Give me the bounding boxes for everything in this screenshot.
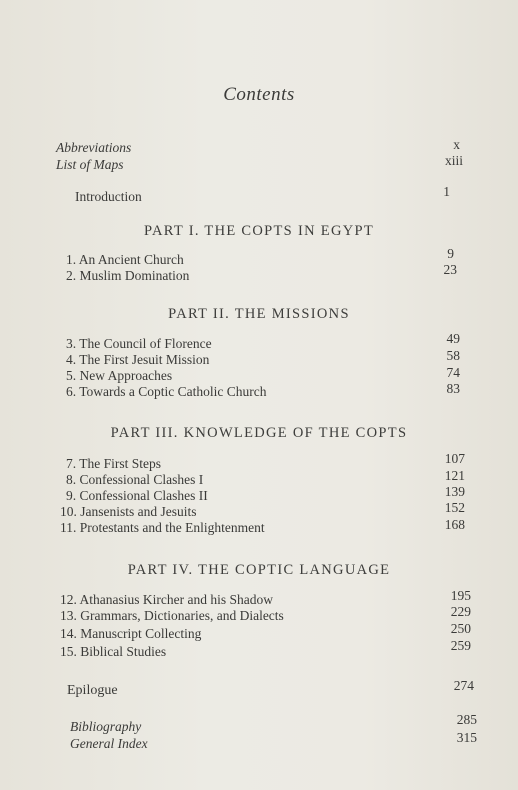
entry-title: 5. New Approaches (66, 368, 173, 383)
entry-page: 121 (444, 468, 465, 483)
entry-title: 15. Biblical Studies (60, 644, 167, 659)
entry-title: 1. An Ancient Church (66, 252, 184, 267)
entry-page: 229 (450, 604, 471, 619)
part-heading: PART IV. THE COPTIC LANGUAGE (127, 562, 391, 578)
part-heading: PART I. THE COPTS IN EGYPT (143, 223, 375, 239)
entry-page: 259 (450, 638, 471, 653)
entry-title: 13. Grammars, Dictionaries, and Dialects (60, 608, 284, 623)
entry-title: 9. Confessional Clashes II (66, 488, 208, 503)
entry-page: 23 (443, 262, 457, 277)
entry-title: 10. Jansenists and Jesuits (60, 504, 197, 519)
entry-page: 58 (446, 348, 460, 363)
entry-title: Bibliography (70, 719, 142, 734)
entry-title: List of Maps (56, 157, 124, 172)
entry-title: 3. The Council of Florence (66, 336, 212, 351)
entry-title: Introduction (75, 189, 142, 204)
entry-page-abbreviations: x (453, 137, 460, 152)
toc-entry-list-of-maps (56, 156, 462, 174)
entry-title: 6. Towards a Coptic Catholic Church (66, 384, 267, 399)
entry-page: 107 (444, 451, 465, 466)
entry-page-list-of-maps: xiii (444, 153, 463, 168)
entry-page-general-index: 315 (456, 730, 477, 745)
entry-page-epilogue: 274 (453, 678, 474, 693)
entry-page: 83 (446, 381, 460, 396)
entry-page: 9 (447, 246, 454, 261)
entry-title: 8. Confessional Clashes I (66, 472, 204, 487)
page-title: Contents (223, 84, 295, 105)
entry-title: 14. Manuscript Collecting (60, 626, 202, 641)
entry-title: 4. The First Jesuit Mission (66, 352, 210, 367)
entry-page-bibliography: 285 (456, 712, 477, 727)
toc-entry-abbreviations (56, 139, 462, 157)
entry-page: 74 (446, 365, 460, 380)
entry-page: 168 (444, 517, 465, 532)
entry-page: 139 (444, 484, 465, 499)
entry-title: Epilogue (67, 683, 118, 698)
entry-page: 152 (444, 500, 465, 515)
part-heading: PART II. THE MISSIONS (168, 306, 350, 322)
entry-title: Abbreviations (56, 140, 132, 155)
entry-page: 49 (446, 331, 460, 346)
entry-title: General Index (70, 736, 148, 751)
entry-page: 195 (450, 588, 471, 603)
entry-title: 2. Muslim Domination (66, 268, 190, 283)
entry-title: 7. The First Steps (66, 456, 162, 471)
part-heading: PART III. KNOWLEDGE OF THE COPTS (110, 425, 408, 441)
entry-title: 12. Athanasius Kircher and his Shadow (60, 592, 273, 607)
entry-page: 250 (450, 621, 471, 636)
toc-entry-introduction (75, 188, 455, 206)
entry-page-introduction: 1 (443, 184, 450, 199)
entry-title: 11. Protestants and the Enlightenment (60, 520, 265, 535)
